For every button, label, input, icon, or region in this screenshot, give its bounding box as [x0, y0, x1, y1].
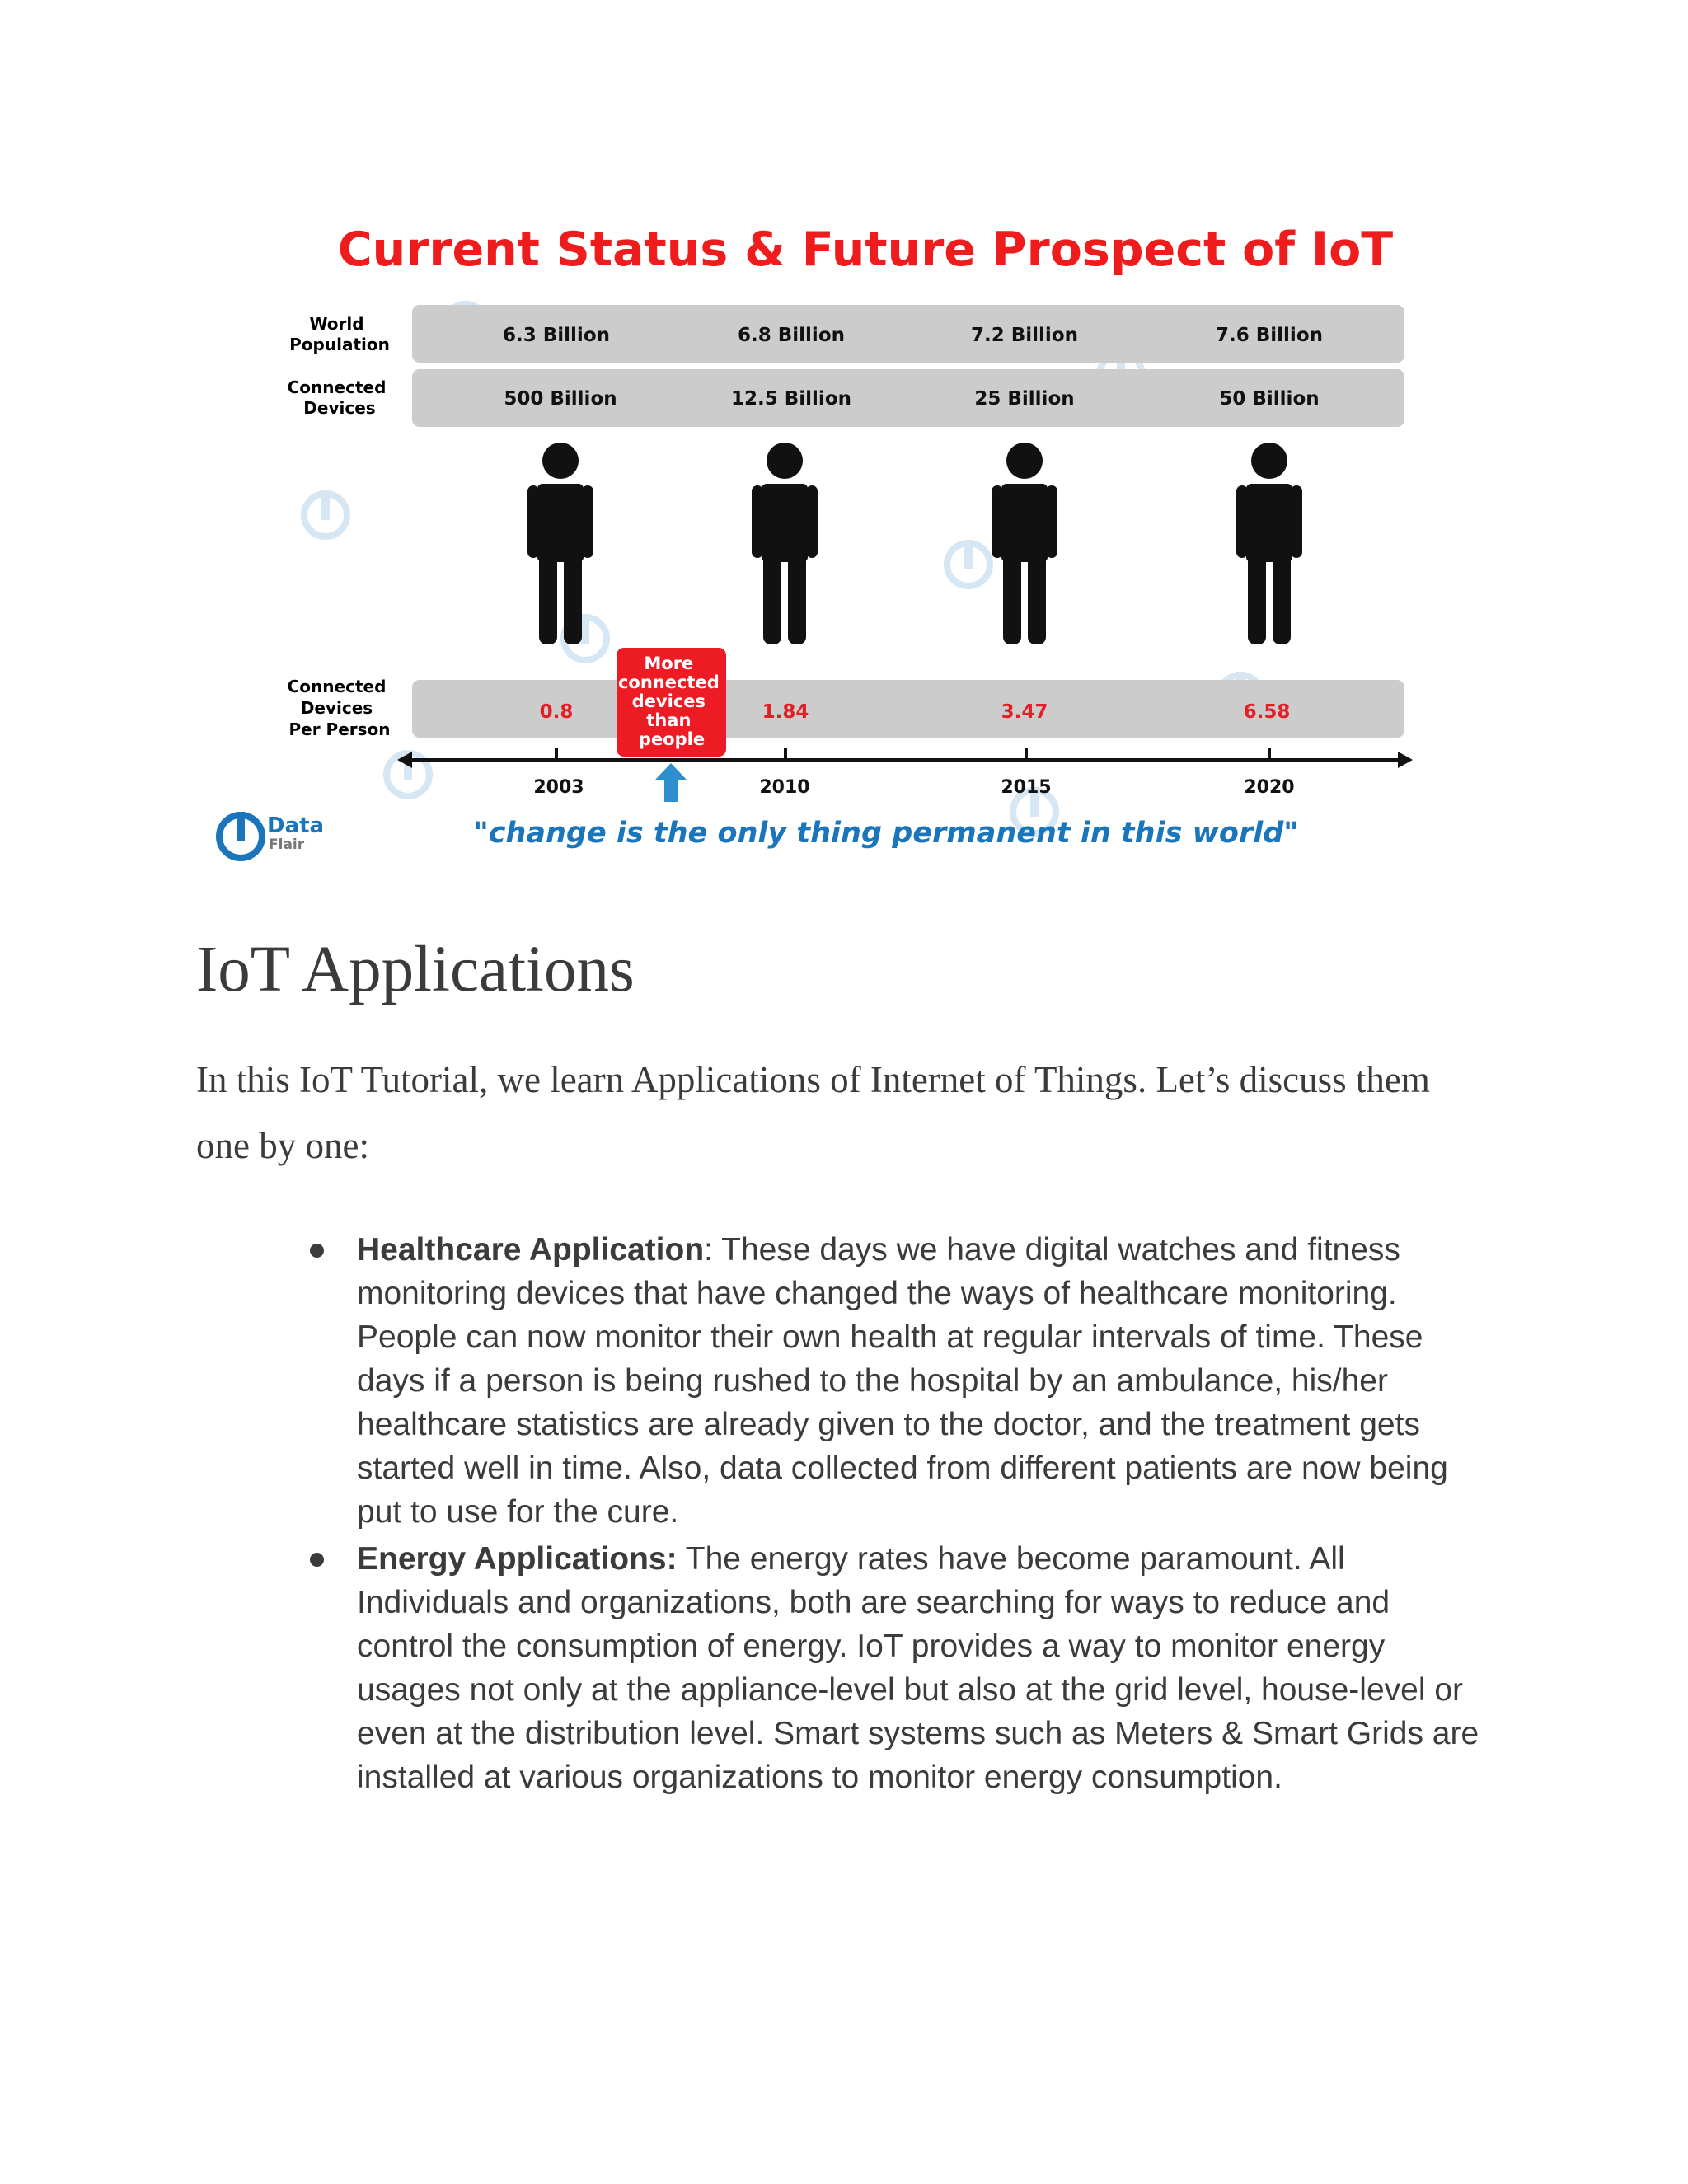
list-item-title: Healthcare Application: [357, 1232, 705, 1268]
devices-2003: 500 Billion: [504, 388, 617, 410]
section-heading: IoT Applications: [196, 934, 635, 1005]
person-icon-2010: [752, 443, 818, 644]
bullet-icon: [310, 1244, 324, 1258]
list-item-text: These days we have digital watches and fitness monitoring devices that have changed the ways of healthcare monitoring. People can now monitor their own health at regular intervals of time. These days if a person is being rushed to the hospital by an ambulance, his/her healthcare statistics are already given to the doctor, and the treatment gets started well in time. Also, data collected from different patients are now being put to use for the cure.: [357, 1232, 1448, 1530]
population-2010: 6.8 Billion: [738, 325, 845, 346]
intro-paragraph: In this IoT Tutorial, we learn Applications of Internet of Things. Let’s discuss them one by one:: [196, 1059, 1430, 1166]
callout-text: More connected devices than people: [617, 654, 720, 749]
up-arrow-icon: [655, 763, 687, 802]
list-item-text: The energy rates have become paramount. All Individuals and organizations, both are searching for ways to reduce and control the consumption of energy. IoT provides a way to monitor energy usages not only at the appliance-level but also at the grid level, house-level or even at the distribution level. Smart systems such as Meters & Smart Grids are installed at various organizations to monitor energy consumption.: [357, 1541, 1479, 1795]
iot-infographic: [0, 0, 1688, 890]
devices-2020: 50 Billion: [1219, 388, 1320, 410]
devices-2010: 12.5 Billion: [731, 388, 851, 410]
list-item-title: Energy Applications:: [357, 1541, 678, 1577]
list-item: [357, 1228, 1494, 1534]
per-person-2010: 1.84: [762, 701, 809, 723]
label-world-population: World Population: [289, 314, 390, 354]
dataflair-logo: [219, 812, 324, 858]
year-2010: 2010: [759, 777, 810, 798]
devices-2015: 25 Billion: [974, 388, 1075, 410]
population-2015: 7.2 Billion: [971, 325, 1078, 346]
list-item: [357, 1537, 1494, 1799]
per-person-2020: 6.58: [1243, 701, 1291, 723]
per-person-2015: 3.47: [1001, 701, 1048, 723]
year-2003: 2003: [533, 777, 584, 798]
per-person-2003: 0.8: [539, 701, 574, 723]
year-2020: 2020: [1244, 777, 1295, 798]
person-icon-2020: [1236, 443, 1302, 644]
label-connected-devices: Connected Devices: [287, 377, 387, 418]
list-item-separator: :: [704, 1232, 722, 1268]
infographic-title: Current Status & Future Prospect of IoT: [337, 223, 1394, 277]
svg-text:Data: Data: [267, 813, 325, 838]
timeline-axis: [397, 748, 1413, 768]
bullet-icon: [310, 1553, 324, 1567]
year-2015: 2015: [1001, 777, 1052, 798]
svg-text:Flair: Flair: [269, 837, 305, 853]
infographic-quote: "change is the only thing permanent in this world": [473, 817, 1299, 850]
label-devices-per-person: Connected Devices Per Person: [287, 677, 391, 739]
person-icon-2015: [992, 443, 1057, 644]
list-item-separator: [678, 1541, 686, 1577]
population-2003: 6.3 Billion: [503, 325, 610, 346]
applications-list: [357, 1228, 1494, 1802]
population-2020: 7.6 Billion: [1216, 325, 1323, 346]
